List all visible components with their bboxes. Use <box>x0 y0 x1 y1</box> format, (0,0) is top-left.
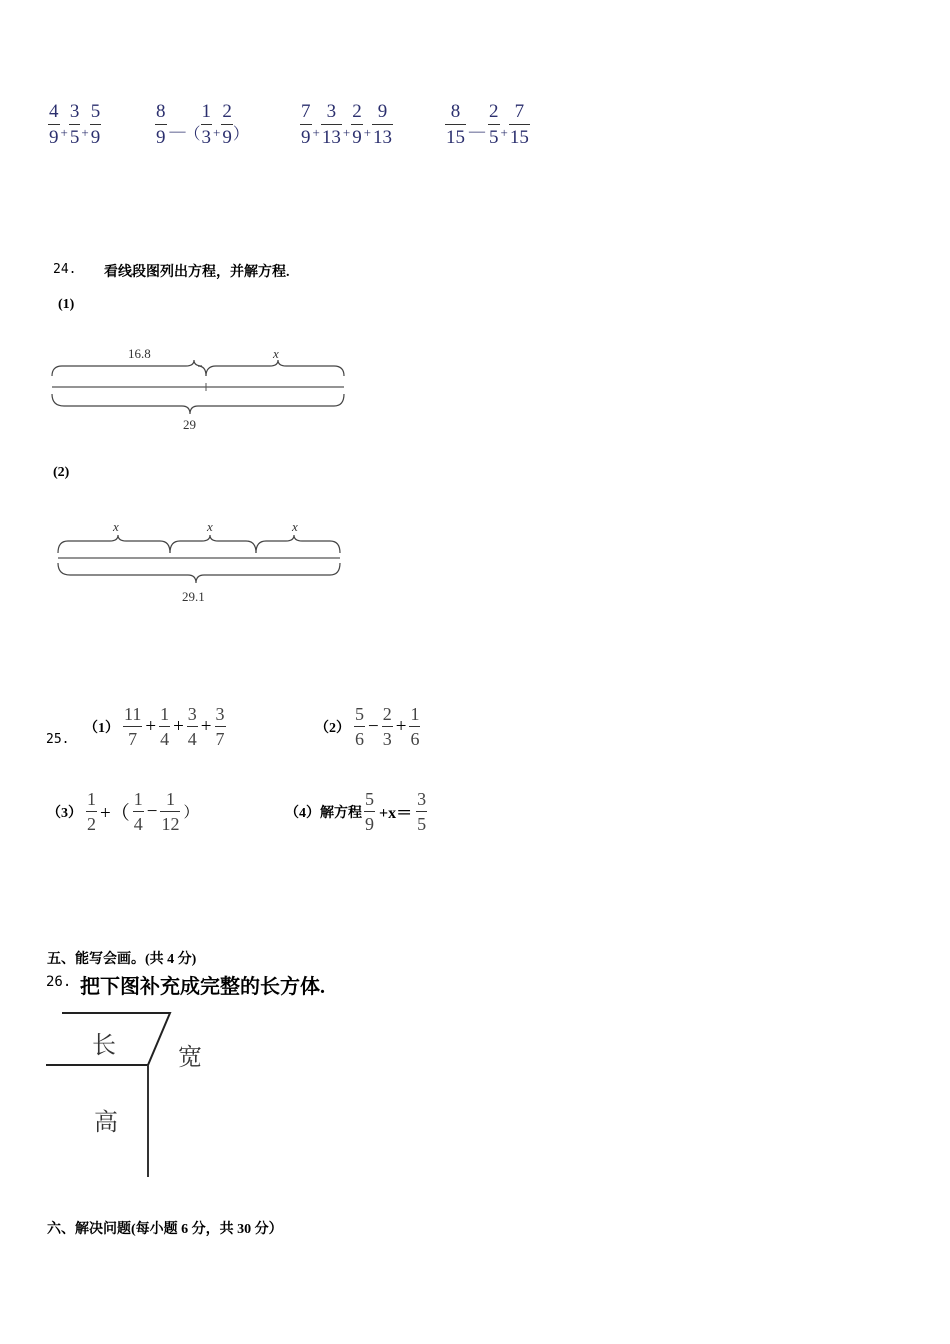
fraction: $\frac{4}{9}$ <box>49 101 59 148</box>
fraction: $\frac{1}{12}$ <box>161 789 180 834</box>
section-6-heading: 六、解决问题(每小题 6 分，共 30 分） <box>47 1222 283 1237</box>
q24-number: 24. <box>53 262 77 277</box>
q26-number: 26. <box>46 974 72 990</box>
label-high: 高 <box>94 1108 118 1136</box>
fraction: $\frac{1}{4}$ <box>160 704 170 749</box>
top-brace-left <box>52 360 206 376</box>
label-x-1: x <box>273 346 279 361</box>
top-brace-right <box>206 360 344 376</box>
fraction: $\frac{3}{13}$ <box>321 101 341 148</box>
bottom-brace <box>58 563 340 583</box>
fraction: $\frac{7}{15}$ <box>509 101 529 148</box>
fraction: $\frac{1}{6}$ <box>410 704 420 749</box>
label-wide: 宽 <box>178 1043 202 1071</box>
fraction: $\frac{7}{9}$ <box>301 101 311 148</box>
q25-part1: （1） $\frac{11}{7}$ + $\frac{1}{4}$ + $\frac{3}{4}$ + $\frac{3}{7}$ <box>84 704 225 749</box>
fraction: $\frac{2}{9}$ <box>352 101 362 148</box>
q25-number: 25. <box>46 732 70 747</box>
fraction: $\frac{5}{9}$ <box>365 789 374 834</box>
fraction: $\frac{1}{3}$ <box>201 101 212 148</box>
line-diagram-2 <box>50 515 350 610</box>
expr-1: $\frac{4}{9}$ + $\frac{3}{5}$ + $\frac{5}{9}$ <box>49 101 101 148</box>
label-x-a: x <box>113 519 119 534</box>
top-brace-2 <box>170 535 256 553</box>
expr-2: $\frac{8}{9}$ — （ $\frac{1}{3}$ + $\frac{2}{9}$ ） <box>156 101 249 148</box>
fraction: $\frac{5}{9}$ <box>90 101 101 148</box>
fraction: $\frac{3}{5}$ <box>69 101 80 148</box>
fraction: $\frac{3}{4}$ <box>187 704 197 749</box>
cuboid-figure <box>40 1005 280 1185</box>
q25-part4: （4）解方程 $\frac{5}{9}$ +x＝ $\frac{3}{5}$ <box>285 789 427 834</box>
q24-part2-label: (2) <box>53 465 70 480</box>
section-5-heading: 五、能写会画。(共 4 分) <box>47 952 197 967</box>
q24-part1-label: (1) <box>58 297 75 312</box>
label-29: 29 <box>183 417 196 432</box>
top-brace-3 <box>256 535 340 553</box>
fraction: $\frac{5}{6}$ <box>355 704 364 749</box>
bottom-brace <box>52 394 344 414</box>
label-x-b: x <box>207 519 213 534</box>
fraction: $\frac{9}{13}$ <box>373 101 393 148</box>
fraction: $\frac{1}{4}$ <box>133 789 143 834</box>
expr-3: $\frac{7}{9}$ + $\frac{3}{13}$ + $\frac{2}{9}$ + $\frac{9}{13}$ <box>301 101 393 148</box>
line-diagram-1 <box>44 340 354 435</box>
fraction: $\frac{2}{3}$ <box>382 704 392 749</box>
fraction: $\frac{11}{7}$ <box>124 704 142 749</box>
fraction: $\frac{1}{2}$ <box>87 789 96 834</box>
top-brace-1 <box>58 535 170 553</box>
fraction: $\frac{8}{15}$ <box>446 101 465 148</box>
fraction: $\frac{3}{7}$ <box>215 704 225 749</box>
q25-part2: （2） $\frac{5}{6}$ − $\frac{2}{3}$ + $\frac{1}{6}$ <box>315 704 420 749</box>
fraction: $\frac{3}{5}$ <box>417 789 427 834</box>
fraction: $\frac{2}{5}$ <box>489 101 499 148</box>
fraction: $\frac{2}{9}$ <box>222 101 232 148</box>
q24-title: 看线段图列出方程，并解方程. <box>104 265 290 280</box>
expr-4: $\frac{8}{15}$ — $\frac{2}{5}$ + $\frac{7}{15}$ <box>446 101 529 148</box>
label-29-1: 29.1 <box>182 589 205 604</box>
q26-title: 把下图补充成完整的长方体. <box>80 976 325 998</box>
fraction: $\frac{8}{9}$ <box>156 101 166 148</box>
label-long: 长 <box>92 1031 116 1059</box>
label-x-c: x <box>292 519 298 534</box>
q25-part3: （3） $\frac{1}{2}$ +（ $\frac{1}{4}$ − $\frac{1}{12}$ ） <box>47 789 199 834</box>
label-16-8: 16.8 <box>128 346 151 361</box>
